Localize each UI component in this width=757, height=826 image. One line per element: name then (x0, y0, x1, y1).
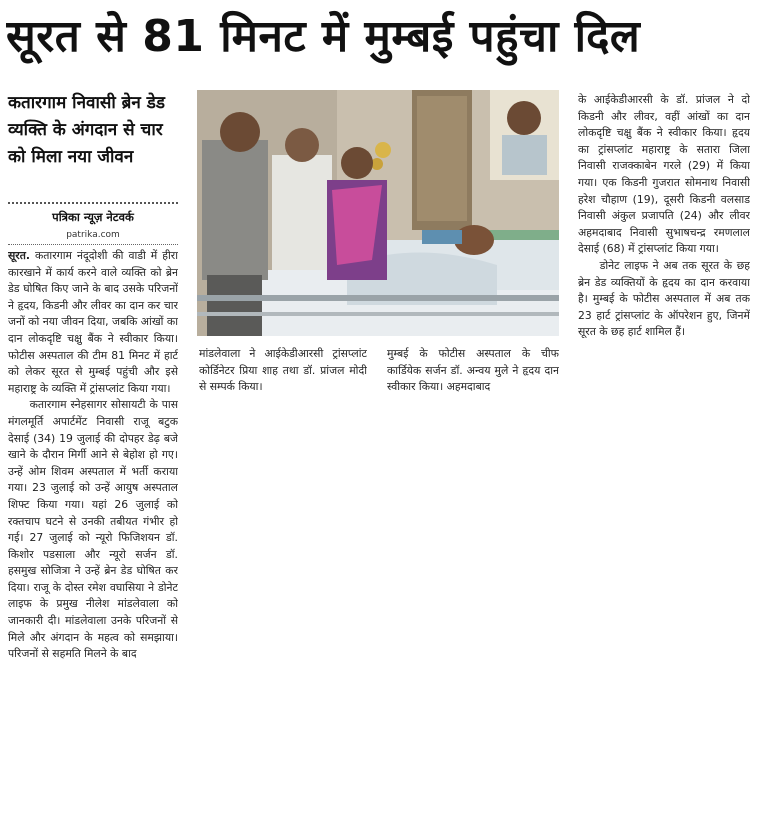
paragraph-1 (8, 248, 178, 397)
hospital-photo-illustration (197, 90, 559, 336)
subheadline: कतारगाम निवासी ब्रेन डेड व्यक्ति के अंगदान से चार को मिला नया जीवन (8, 93, 165, 167)
article-column-2b: मुम्बई के फोटीस अस्पताल के चीफ कार्डियेक सर्जन डॉ. अन्वय मुले ने हृदय दान स्वीकार किया। अहमदाबाद (387, 347, 559, 394)
paragraph-2: कतारगाम स्नेहसागर सोसायटी के पास मंगलमूर्ति अपार्टमेंट निवासी राजू बटुक देसाई (34) 19 जुलाई की दोपहर डेढ़ बजे खाने के दौरान मिर्गी आने से बेहोश हो गए। उन्हें ओम शिवम अस्पताल में भर्ती कराया गया। 23 जुलाई को उन्हें आयुष अस्पताल शिफ्ट किया गया। यहां 26 जुलाई को रक्तचाप घटने से उनकी तबीयत गंभीर हो गई। 27 जुलाई को न्यूरो फिजिशयन डॉ. किशोर पडसाला और न्यूरो सर्जन डॉ. हसमुख सोजित्रा ने उन्हें ब्रेन डेड घोषित कर दिया। राजू के दोस्त रमेश वघासिया ने डोनेट लाइफ के प्रमुख नीलेश मांडलेवाला को जानकारी दी। मांडलेवाला उनके परिजनों से मिले और अंगदान के महत्व को समझाया। परिजनों से सहमति मिलने के बाद (8, 398, 178, 661)
divider-dotted-lower (8, 244, 178, 245)
headline: सूरत से 81 मिनट में मुम्बई पहुंचा दिल (6, 11, 641, 62)
dateline: सूरत. (8, 249, 30, 262)
paragraph-3: के आईकेडीआरसी के डॉ. प्रांजल ने दो किडनी और लीवर, वहीं आंखों का दान लोकदृष्टि चक्षु बैंक ने स्वीकार किया। हृदय का ट्रांसप्लांट महाराष्ट्र के सतारा जिला निवासी राजक्काबेन गरले (29) में किया गया। एक किडनी गुजरात सोमनाथ निवासी हरेश चौहाण (19), दूसरी किडनी वलसाड निवासी अंकुल प्रजापति (24) और लीवर अहमदाबाद निवासी सुभाषचन्द्र रमणलाल देसाई (68) में ट्रांसप्लांट किया गया। (578, 93, 750, 256)
article-column-2a: मांडलेवाला ने आईकेडीआरसी ट्रांसप्लांट कोर्डिनेटर प्रिया शाह तथा डॉ. प्रांजल मोदी से सम्पर्क किया। (199, 347, 367, 394)
divider-dotted (8, 202, 178, 204)
paragraph-1-text: कतारगाम नंदूदोशी की वाडी में हीरा कारखाने में कार्य करने वाले व्यक्ति को ब्रेन डेड घोषित किए जाने के बाद उसके परिजनों ने हृदय, किडनी और लीवर का दान कर चार जनों को नया जीवन दिया, जबकि आंखों का दान लोकदृष्टि चक्षु बैंक ने स्वीकार किया। फोटीस अस्पताल की टीम 81 मिनट में हार्ट को लेकर सूरत से मुम्बई पहुंची और इसे महाराष्ट्र के व्यक्ति में ट्रांसप्लांट किया गया। (8, 249, 178, 395)
article-column-3 (578, 92, 750, 412)
article-column-1 (8, 248, 178, 826)
website: patrika.com (66, 230, 120, 240)
news-photo (197, 90, 559, 336)
paragraph-4: डोनेट लाइफ ने अब तक सूरत के छह ब्रेन डेड व्यक्तियों के हृदय का दान करवाया है। मुम्बई के फोटीस अस्पताल में अब तक 23 हार्ट ट्रांसप्लांट के ऑपरेशन हुए, जिनमें सूरत के छह हार्ट शामिल हैं। (578, 258, 750, 339)
byline: पत्रिका न्यूज़ नेटवर्क (52, 210, 134, 224)
